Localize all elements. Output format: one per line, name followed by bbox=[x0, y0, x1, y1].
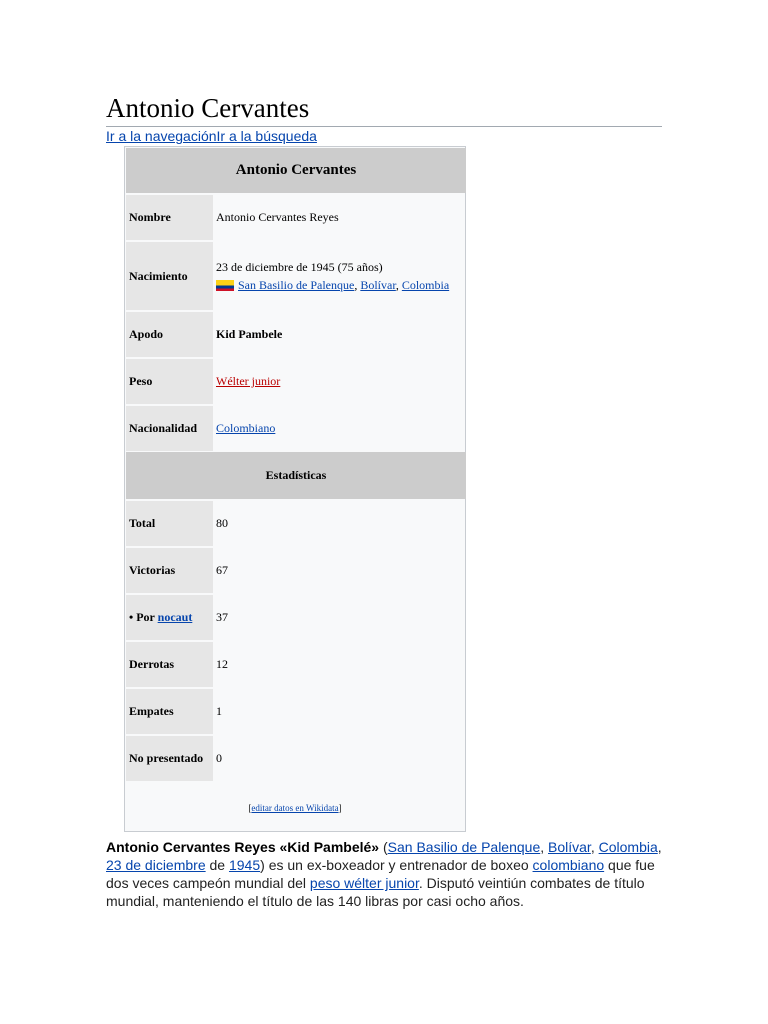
nocaut-prefix: • Por bbox=[129, 610, 158, 624]
text-segment: de bbox=[205, 857, 229, 873]
link-edit-wikidata[interactable]: editar datos en Wikidata bbox=[251, 803, 339, 813]
label-nombre: Nombre bbox=[126, 195, 213, 240]
bracket-close: ] bbox=[338, 803, 342, 813]
infobox bbox=[124, 146, 466, 832]
page-title: Antonio Cervantes bbox=[106, 90, 662, 127]
label-nacionalidad: Nacionalidad bbox=[126, 406, 213, 451]
value-nacionalidad bbox=[216, 406, 464, 451]
label-empates: Empates bbox=[126, 689, 213, 734]
label-por-nocaut bbox=[126, 595, 213, 640]
jump-to-navigation-link[interactable]: Ir a la navegación bbox=[106, 128, 217, 144]
intro-paragraph bbox=[106, 838, 662, 910]
link-colombiano[interactable]: Colombiano bbox=[216, 421, 276, 435]
value-nacimiento bbox=[216, 242, 464, 310]
label-victorias: Victorias bbox=[126, 548, 213, 593]
value-total: 80 bbox=[216, 516, 228, 530]
link-1945[interactable]: 1945 bbox=[228, 857, 261, 873]
colombia-flag-icon bbox=[216, 280, 234, 291]
value-nocaut: 37 bbox=[216, 610, 228, 624]
value-apodo: Kid Pambele bbox=[216, 327, 283, 341]
separator: , bbox=[354, 277, 361, 292]
stats-header: Estadísticas bbox=[126, 452, 466, 499]
label-total: Total bbox=[126, 501, 213, 546]
label-peso: Peso bbox=[126, 359, 213, 404]
label-derrotas: Derrotas bbox=[126, 642, 213, 687]
link-bolivar[interactable]: Bolívar bbox=[360, 277, 396, 292]
jump-to-search-link[interactable]: Ir a la búsqueda bbox=[216, 128, 317, 144]
link-peso-welter-junior[interactable]: peso wélter junior bbox=[309, 875, 419, 891]
birth-place bbox=[216, 278, 449, 293]
link-nocaut[interactable]: nocaut bbox=[157, 610, 193, 624]
link-colombiano-text[interactable]: colombiano bbox=[532, 857, 605, 873]
jump-links bbox=[106, 128, 317, 145]
text-segment: , bbox=[657, 839, 662, 855]
text-segment: ( bbox=[379, 839, 388, 855]
value-empates: 1 bbox=[216, 704, 222, 718]
value-peso bbox=[216, 359, 464, 404]
infobox-title: Antonio Cervantes bbox=[126, 148, 466, 193]
value-no-presentado: 0 bbox=[216, 751, 222, 765]
text-segment: . Disputó veintiún combates de título mundial, manteniendo el título de las 140 libras por casi ocho años. bbox=[106, 875, 645, 909]
value-victorias: 67 bbox=[216, 563, 228, 577]
link-welter-junior[interactable]: Wélter junior bbox=[216, 374, 281, 388]
bracket-open: [ bbox=[248, 803, 252, 813]
text-segment: , bbox=[590, 839, 599, 855]
text-segment: que fue dos veces campeón mundial del bbox=[106, 857, 655, 891]
link-san-basilio[interactable]: San Basilio de Palenque bbox=[238, 277, 355, 292]
text-segment: ) es un ex-boxeador y entrenador de boxeo bbox=[260, 857, 533, 873]
wikidata-edit bbox=[125, 803, 465, 813]
link-san-basilio-de-palenque[interactable]: San Basilio de Palenque bbox=[387, 839, 541, 855]
link-bolivar-text[interactable]: Bolívar bbox=[548, 839, 591, 855]
label-nacimiento: Nacimiento bbox=[126, 242, 213, 310]
separator: , bbox=[395, 277, 402, 292]
value-derrotas: 12 bbox=[216, 657, 228, 671]
label-apodo: Apodo bbox=[126, 312, 213, 357]
subject-name: Antonio Cervantes Reyes «Kid Pambelé» bbox=[106, 839, 380, 855]
link-colombia-text[interactable]: Colombia bbox=[598, 839, 658, 855]
link-colombia[interactable]: Colombia bbox=[401, 277, 450, 292]
birth-date: 23 de diciembre de 1945 (75 años) bbox=[216, 259, 383, 274]
text-segment: , bbox=[540, 839, 549, 855]
label-no-presentado: No presentado bbox=[126, 736, 213, 781]
link-23-de-diciembre[interactable]: 23 de diciembre bbox=[106, 857, 206, 873]
value-nombre: Antonio Cervantes Reyes bbox=[216, 210, 339, 224]
